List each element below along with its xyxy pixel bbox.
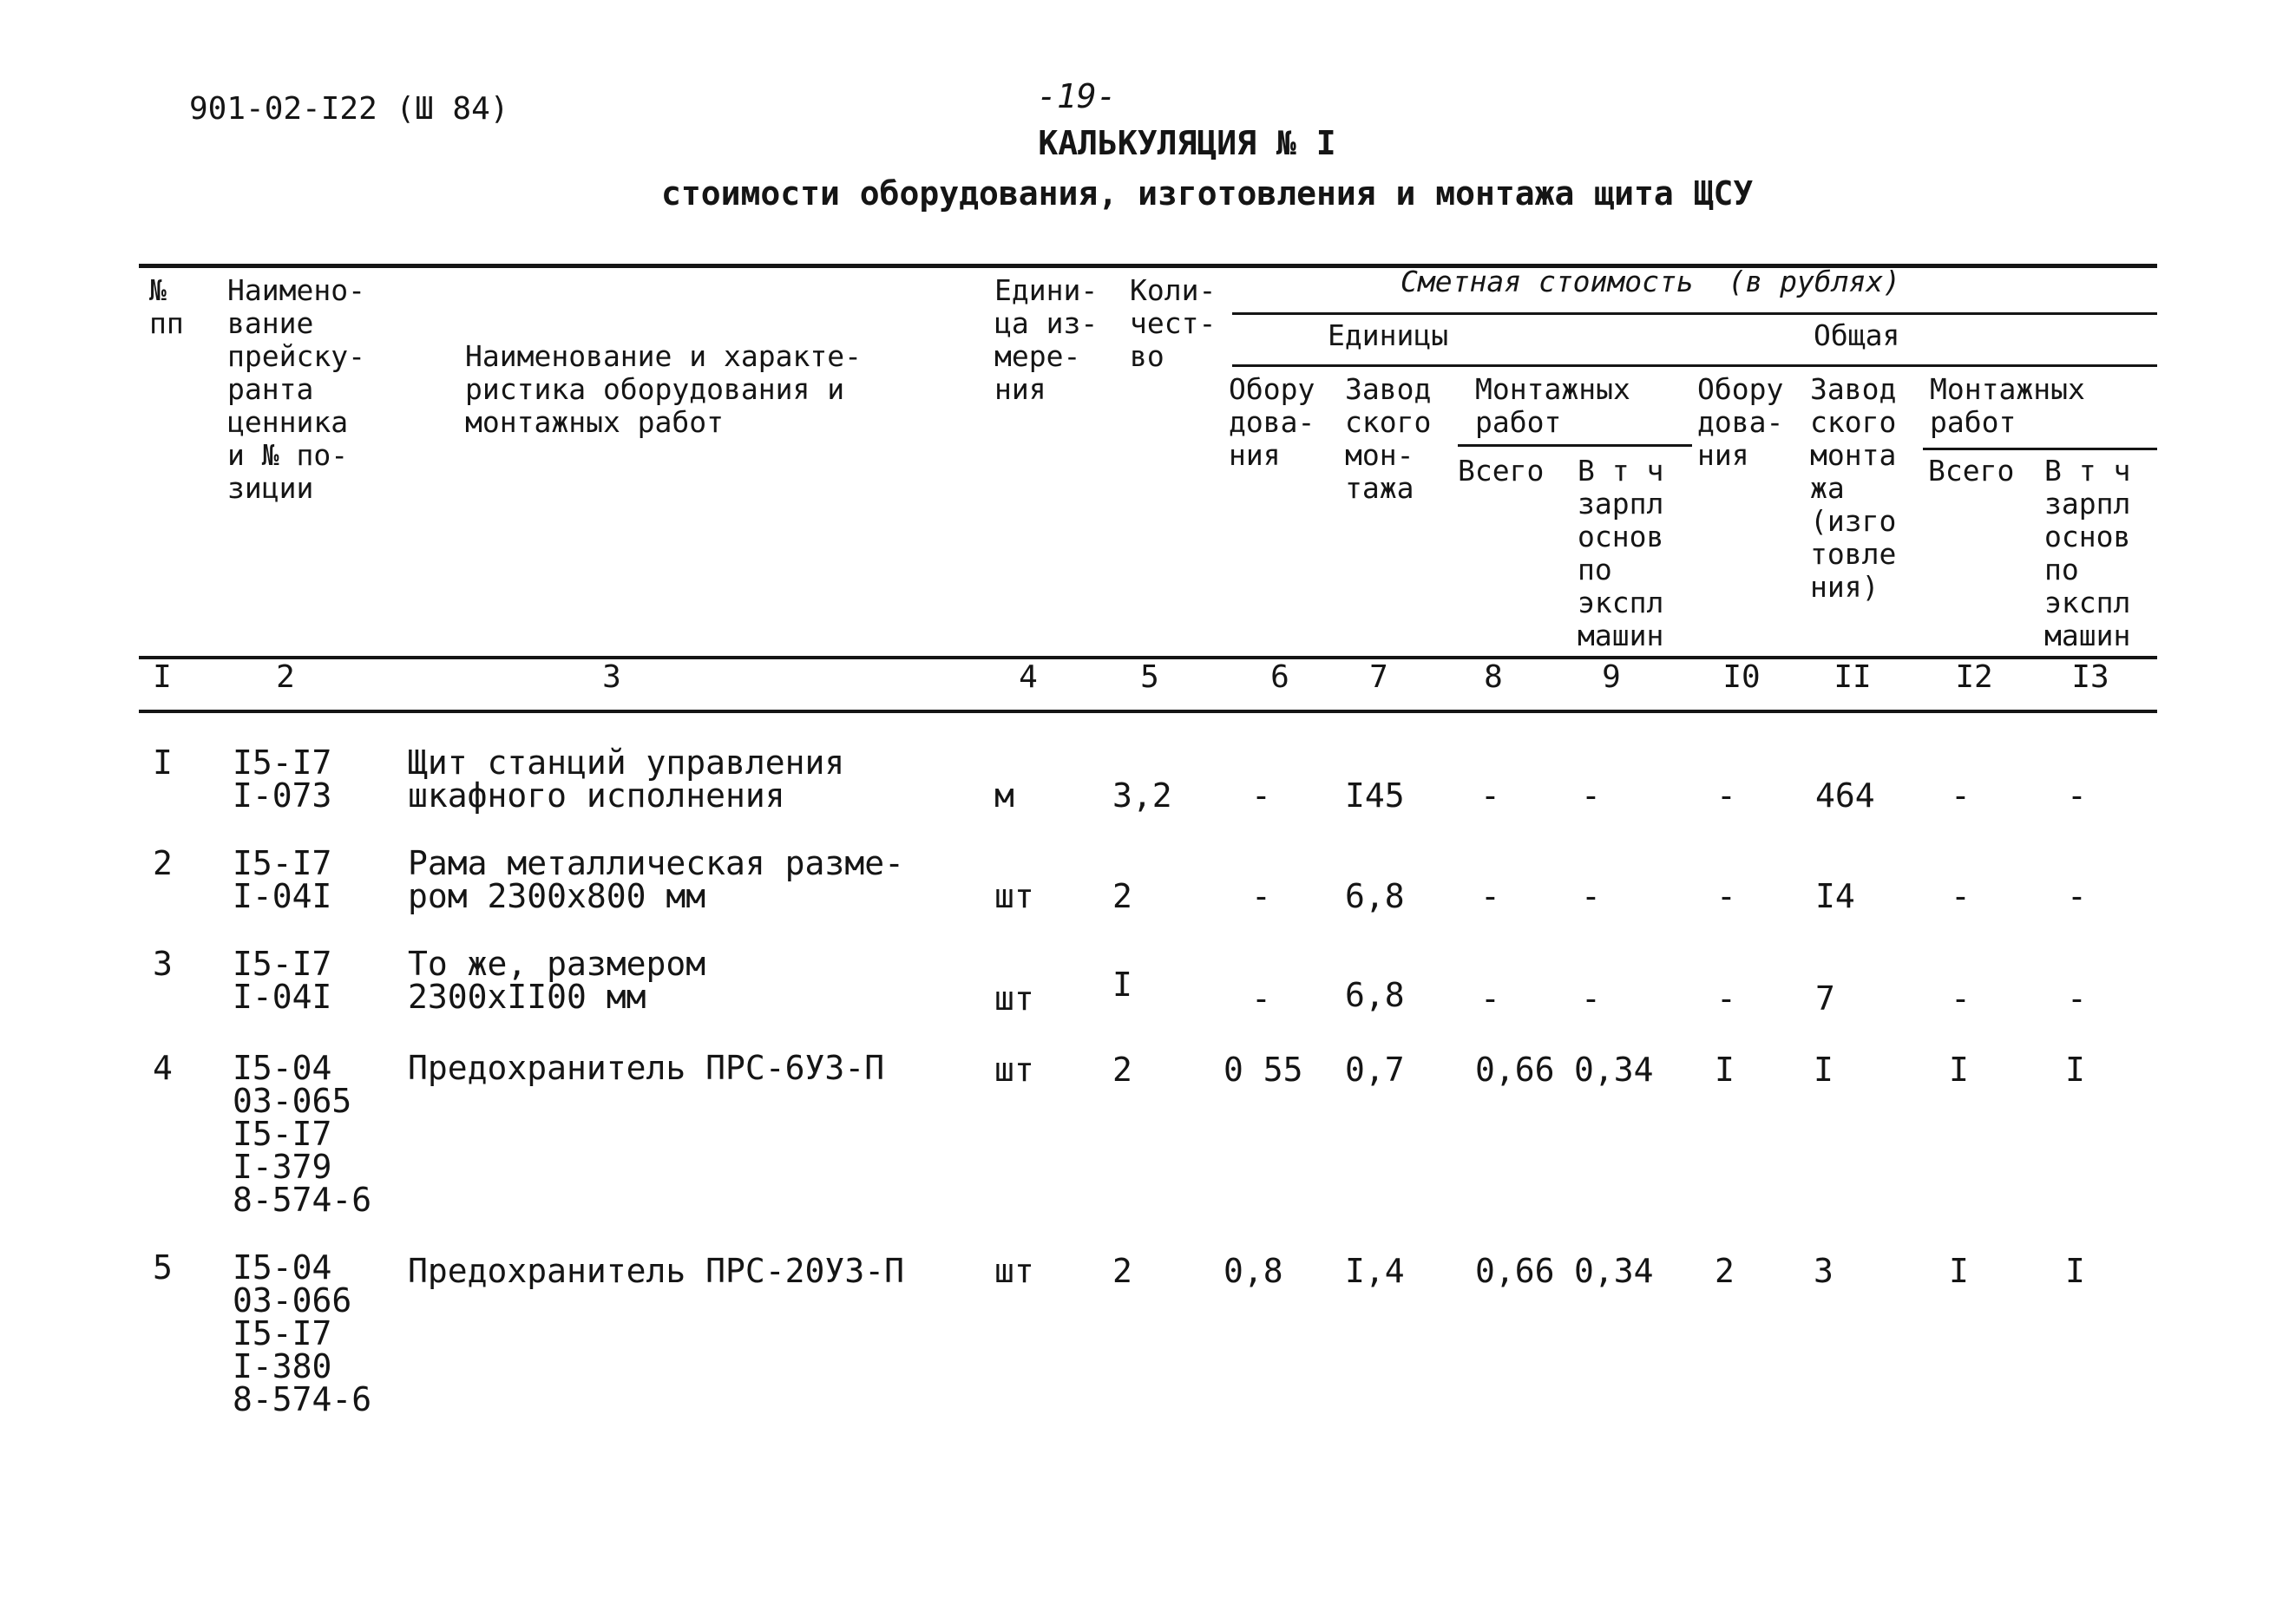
header-unit-cost: Единицы xyxy=(1328,318,1449,352)
header-equipment: Обору дова- ния xyxy=(1229,372,1315,472)
column-number: I2 xyxy=(1955,659,1993,695)
header-row-number: № пп xyxy=(149,273,184,340)
row-mounting-wages-2: - xyxy=(2067,776,2087,815)
header-mounting-works: Монтажных работ xyxy=(1475,372,1630,439)
column-number: 8 xyxy=(1484,659,1503,695)
row-number: 3 xyxy=(153,945,173,983)
row-factory-total: 7 xyxy=(1815,979,1835,1018)
column-number: 4 xyxy=(1019,659,1038,695)
row-mounting-total: - xyxy=(1480,979,1500,1018)
row-mounting-wages-2: - xyxy=(2067,877,2087,915)
row-equipment-total: - xyxy=(1716,776,1736,815)
row-equipment-cost: 0,8 xyxy=(1223,1252,1283,1290)
column-number: I xyxy=(153,659,172,695)
column-number: 5 xyxy=(1140,659,1159,695)
row-description: Предохранитель ПРС-6УЗ-П xyxy=(408,1049,885,1087)
header-total-2: Всего xyxy=(1928,454,2015,488)
row-factory-cost: 6,8 xyxy=(1345,877,1405,915)
row-factory-total: 464 xyxy=(1815,776,1875,815)
header-total: Всего xyxy=(1458,454,1545,488)
row-equipment-total: I xyxy=(1715,1051,1735,1089)
header-quantity: Коли- чест- во xyxy=(1130,273,1217,373)
row-description: Предохранитель ПРС-20УЗ-П xyxy=(408,1252,904,1290)
mount-unit-rule xyxy=(1458,444,1692,447)
row-unit: шт xyxy=(994,979,1034,1018)
row-unit: шт xyxy=(994,1051,1034,1089)
row-quantity: I xyxy=(1112,966,1132,1004)
column-number: 2 xyxy=(276,659,295,695)
column-number: 6 xyxy=(1270,659,1289,695)
row-unit: м xyxy=(994,776,1014,815)
mount-total-rule xyxy=(1923,448,2157,450)
header-factory-total: Завод ского монта жа (изго товле ния) xyxy=(1810,372,1897,604)
row-factory-cost: I,4 xyxy=(1345,1252,1405,1290)
row-mounting-wages: - xyxy=(1581,979,1601,1018)
row-number: 2 xyxy=(153,844,173,882)
row-mounting-total: 0,66 xyxy=(1475,1051,1555,1089)
row-mounting-wages: 0,34 xyxy=(1574,1051,1654,1089)
row-description: Щит станций управления шкафного исполнения xyxy=(408,743,845,815)
row-equipment-total: - xyxy=(1716,877,1736,915)
row-description: То же, размером 2300хII00 мм xyxy=(408,945,706,1016)
row-description: Рама металлическая разме- ром 2300х800 мм xyxy=(408,844,904,915)
page-title: КАЛЬКУЛЯЦИЯ № I xyxy=(1038,124,1336,162)
row-quantity: 2 xyxy=(1112,1252,1132,1290)
row-number: 4 xyxy=(153,1049,173,1087)
row-mounting-wages: - xyxy=(1581,877,1601,915)
cost-group-rule xyxy=(1232,312,2157,315)
row-mounting-total-2: - xyxy=(1951,776,1971,815)
row-mounting-total-2: - xyxy=(1951,979,1971,1018)
row-equipment-cost: - xyxy=(1251,877,1271,915)
header-estimated-cost: Сметная стоимость (в рублях) xyxy=(1401,265,1901,298)
column-number: II xyxy=(1834,659,1872,695)
document-code: 901-02-I22 (Ш 84) xyxy=(189,91,509,127)
row-number: I xyxy=(153,743,173,782)
row-factory-total: I xyxy=(1814,1051,1834,1089)
row-mounting-wages-2: I xyxy=(2065,1252,2085,1290)
header-incl-wages: В т ч зарпл основ по экспл машин xyxy=(1578,454,1664,652)
row-equipment-cost: 0 55 xyxy=(1223,1051,1303,1089)
header-description: Наименование и характе- ристика оборудования и монтажных работ xyxy=(465,339,862,439)
row-quantity: 2 xyxy=(1112,1051,1132,1089)
row-mounting-wages: 0,34 xyxy=(1574,1252,1654,1290)
row-price-code: I5-04 03-065 I5-I7 I-379 8-574-6 xyxy=(233,1049,372,1219)
header-factory-mounting: Завод ского мон- тажа xyxy=(1345,372,1432,505)
column-number: I0 xyxy=(1722,659,1761,695)
row-equipment-total: - xyxy=(1716,979,1736,1018)
row-factory-cost: 0,7 xyxy=(1345,1051,1405,1089)
column-number: I3 xyxy=(2071,659,2109,695)
row-quantity: 2 xyxy=(1112,877,1132,915)
row-price-code: I5-04 03-066 I5-I7 I-380 8-574-6 xyxy=(233,1248,372,1418)
header-equipment-total: Обору дова- ния xyxy=(1697,372,1784,472)
row-factory-total: 3 xyxy=(1814,1252,1834,1290)
column-number: 9 xyxy=(1602,659,1621,695)
header-unit: Едини- ца из- мере- ния xyxy=(994,273,1099,406)
row-mounting-total: - xyxy=(1480,877,1500,915)
header-mounting-works-total: Монтажных работ xyxy=(1930,372,2085,439)
row-equipment-cost: - xyxy=(1251,979,1271,1018)
page-subtitle: стоимости оборудования, изготовления и монтажа щита ЩСУ xyxy=(661,174,1754,213)
row-mounting-total: - xyxy=(1480,776,1500,815)
row-price-code: I5-I7 I-04I xyxy=(233,844,332,915)
row-mounting-total-2: I xyxy=(1949,1252,1969,1290)
header-price-list: Наимено- вание прейску- ранта ценника и № по- зиции xyxy=(227,273,365,505)
header-incl-wages-2: В т ч зарпл основ по экспл машин xyxy=(2044,454,2131,652)
header-total-cost: Общая xyxy=(1814,318,1900,352)
row-unit: шт xyxy=(994,877,1034,915)
row-number: 5 xyxy=(153,1248,173,1287)
row-factory-cost: I45 xyxy=(1345,776,1405,815)
row-mounting-total-2: - xyxy=(1951,877,1971,915)
row-mounting-wages: - xyxy=(1581,776,1601,815)
row-factory-cost: 6,8 xyxy=(1345,976,1405,1014)
row-price-code: I5-I7 I-04I xyxy=(233,945,332,1016)
row-quantity: 3,2 xyxy=(1112,776,1172,815)
unit-total-rule xyxy=(1232,364,2157,367)
row-factory-total: I4 xyxy=(1815,877,1855,915)
row-unit: шт xyxy=(994,1252,1034,1290)
row-mounting-total: 0,66 xyxy=(1475,1252,1555,1290)
row-mounting-total-2: I xyxy=(1949,1051,1969,1089)
row-price-code: I5-I7 I-073 xyxy=(233,743,332,815)
column-number: 3 xyxy=(602,659,621,695)
page-number: -19- xyxy=(1037,77,1117,115)
column-number: 7 xyxy=(1369,659,1388,695)
row-equipment-cost: - xyxy=(1251,776,1271,815)
row-mounting-wages-2: I xyxy=(2065,1051,2085,1089)
row-mounting-wages-2: - xyxy=(2067,979,2087,1018)
column-number-bottom-rule xyxy=(139,710,2157,713)
row-equipment-total: 2 xyxy=(1715,1252,1735,1290)
